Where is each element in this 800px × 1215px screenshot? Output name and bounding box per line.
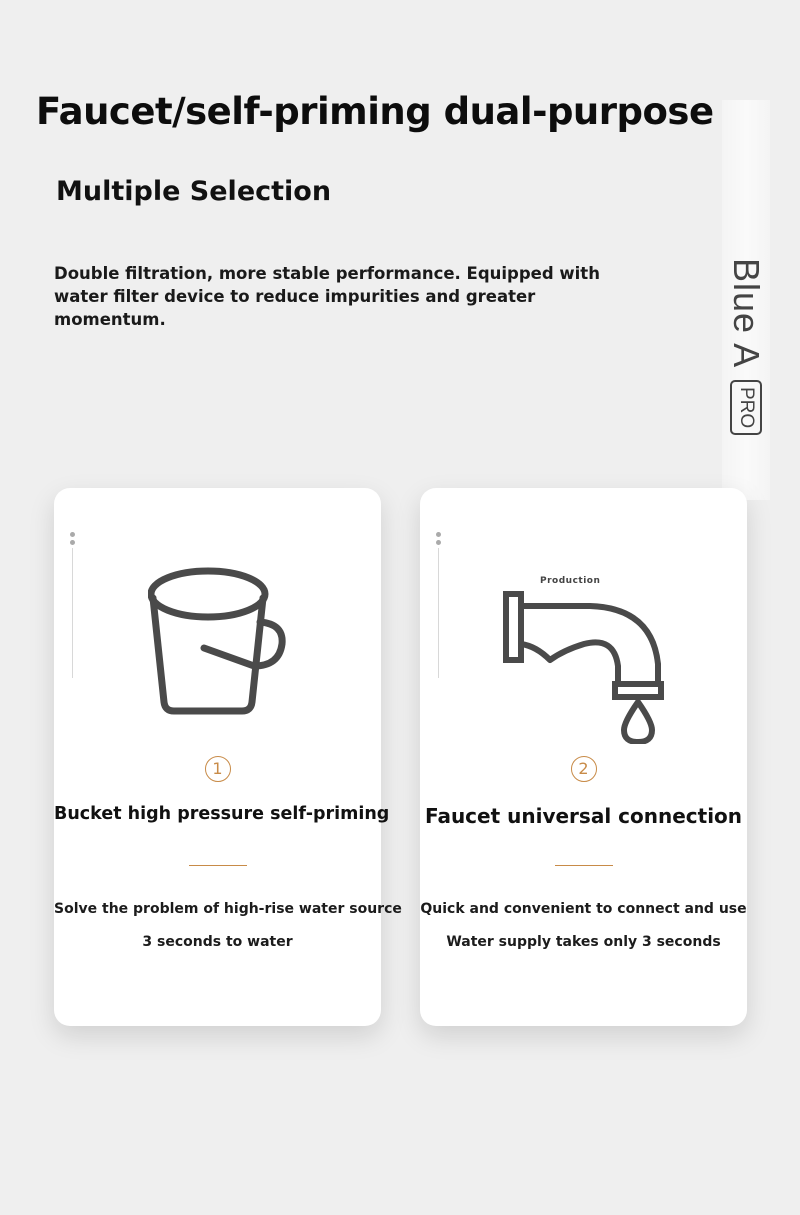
icon-label: Production [540, 576, 601, 586]
card-text-line: Solve the problem of high-rise water source [54, 901, 402, 917]
brand-name: Blue A [726, 258, 767, 369]
feature-card-faucet [420, 488, 747, 1026]
page-description: Double filtration, more stable performance. Equipped with water filter device to reduce impurities and greater momentum. [54, 264, 600, 329]
step-number: 1 [205, 756, 231, 782]
card-text-line: Quick and convenient to connect and use [420, 901, 747, 917]
card-text-line: Water supply takes only 3 seconds [446, 934, 721, 950]
card-decoration [70, 532, 78, 682]
feature-card-bucket [54, 488, 402, 1026]
page-subtitle: Multiple Selection [56, 176, 332, 207]
bucket-icon [148, 562, 288, 726]
card-text-line: 3 seconds to water [142, 934, 293, 950]
divider [189, 865, 247, 866]
brand-mark [724, 258, 768, 435]
step-number: 2 [571, 756, 597, 782]
card-title: Bucket high pressure self-priming [54, 804, 390, 824]
card-decoration [436, 532, 444, 682]
page-title: Faucet/self-priming dual-purpose [36, 90, 714, 133]
card-title: Faucet universal connection [424, 804, 743, 828]
faucet-icon [500, 584, 670, 748]
divider [555, 865, 613, 866]
brand-badge: PRO [730, 380, 762, 435]
